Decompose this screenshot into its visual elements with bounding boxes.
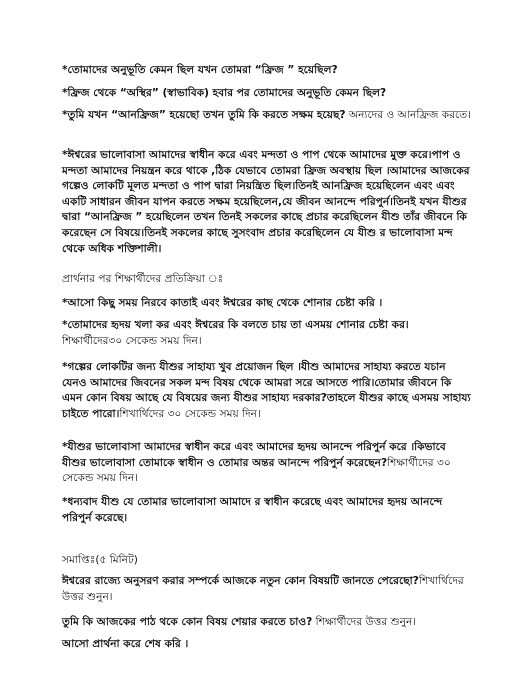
question-text: ঈশ্বরের রাজ্যে অনুসরণ করার সম্পর্কে আজকে নতুন কোন বিষয়টি জানতে পেরেছো?	[62, 575, 419, 587]
response-jesus-help	[62, 360, 472, 422]
response-thanks-jesus: *ধন্যবাদ যীশু যে তোমার ভালোবাসা আমাদে র স্বাধীন করেছে এবং আমাদের হৃদয় আনন্দে পরিপুর্ন করেছে।	[62, 496, 443, 524]
paragraph-gods-love: *ঈশ্বরের ভালোবাসা আমাদের স্বাধীন করে এবং মন্দতা ও পাপ থেকে আমাদের মুক্ত করে।পাপ ও মন্দতা আমাদের নিয়ন্ত্রন করে থাকে ,ঠিক যেভাবে তোমরা ফ্রিজ অবস্থায় ছিল ।আমাদের আজকের গল্পেও লোকটি মূলত মন্দতা ও পাপ দ্বারা নিয়ন্ত্রিত ছিল।তিনই আনফ্রিজ হয়েছিলেন এবং এবং একটি সাধারন জীবন যাপন করতে সক্ষম হয়েছিলেন,যে জীবন আনন্দে পরিপুর্ন।তিনই যখন যীশুর দ্বারা “আনফ্রিজ ” হয়েছিলেন তখন তিনই সকলের কাছে প্রচার করেছিলেন যীশু তাঁর জীবনে কি করেছেন সে বিষয়ে।তিনই সকলের কাছে সুসংবাদ প্রচার করেছিলেন যে যীশু র ভালোবাসা মন্দ থেকে অধিক শক্তিশালী।	[62, 149, 470, 255]
conclusion-heading: সমাপ্তিঃ(৫ মিনিট)	[62, 554, 138, 566]
response-text: *গল্পের লোকটির জন্য যীশুর সাহায্য খুব প্রয়োজন ছিল ।যীশু আমাদের সাহায্য করতে যচান যেনও আমাদের জিবনের সকল মন্দ বিষয় থেকে আমরা সরে আসতে পারি।তোমার জীবনে কি এমন কোন বিষয় আছে যে বিষয়ের জন্য যীশুর সাহায্য দরকার?তাহলে যীশুর কাছে এসময় সাহায্য চাইতে পারো।	[62, 361, 471, 420]
question-text: *তুমি যখন “আনফ্রিজ” হয়েছো তখন তুমি কি করতে সক্ষম হয়েছ?	[62, 109, 346, 121]
instruction-text: শিখার্থিদের উত্তর শুনুন।	[62, 575, 464, 603]
instruction-text: শিক্ষার্থীদের ৩০ সেকেন্ড সময় দিন।	[62, 456, 451, 485]
conclusion-new-learning	[62, 574, 472, 605]
conclusion-pray: আসো প্রার্থনা করে শেষ করি ।	[62, 638, 189, 650]
question-feeling-after-unfreeze: *ফ্রিজ থেকে “অস্থির” (স্বাভাবিক) হবার পর তোমাদের অনুভূতি কেমন ছিল?	[62, 87, 387, 99]
response-text: *যীশুর ভালোবাসা আমাদের স্বাধীন করে এবং আমাদের হৃদয় আনন্দে পরিপুর্ন করে ।কিভাবে যীশুর ভালোবাসা তোমাকে স্বাধীন ও তোমার অন্তর আনন্দে পরিপুর্ন করেছেন?	[62, 441, 446, 469]
question-feeling-frozen: *তোমাদের অনুভূতি কেমন ছিল যখন তোমরা “ফ্রিজ ” হয়েছিল?	[62, 64, 338, 76]
response-love-frees	[62, 440, 472, 487]
question-what-could-you-do	[62, 108, 472, 124]
answer-text: অন্যদের ও আনফ্রিজ করতে।	[345, 109, 472, 121]
conclusion-share	[62, 615, 472, 631]
response-open-hearts	[62, 318, 472, 349]
response-heading: প্রার্থনার পর শিক্ষার্থীদের প্রতিক্রিয়া ঃ	[62, 273, 224, 285]
response-listen-silently: *আসো কিছু সময় নিরবে কাতাই এবং ঈশ্বরের কাছ থেকে শোনার চেষ্টা করি ।	[62, 297, 383, 309]
instruction-text: শিক্ষার্থীদের উত্তর শুনুন।	[312, 616, 417, 628]
response-text: *তোমাদের হৃদয় খলা কর এবং ঈশ্বরের কি বলতে চায় তা এসময় শোনার চেষ্টা কর।	[62, 319, 409, 331]
instruction-text: শিক্ষার্থীদের৩০ সেকেন্ড সময় দিন।	[62, 334, 202, 347]
instruction-text: শিখার্থিদের ৩০ সেকেন্ড সময় দিন।	[119, 407, 261, 420]
question-text: তুমি কি আজকের পাঠ থকে কোন বিষয় শেয়ার করতে চাও?	[62, 616, 313, 628]
